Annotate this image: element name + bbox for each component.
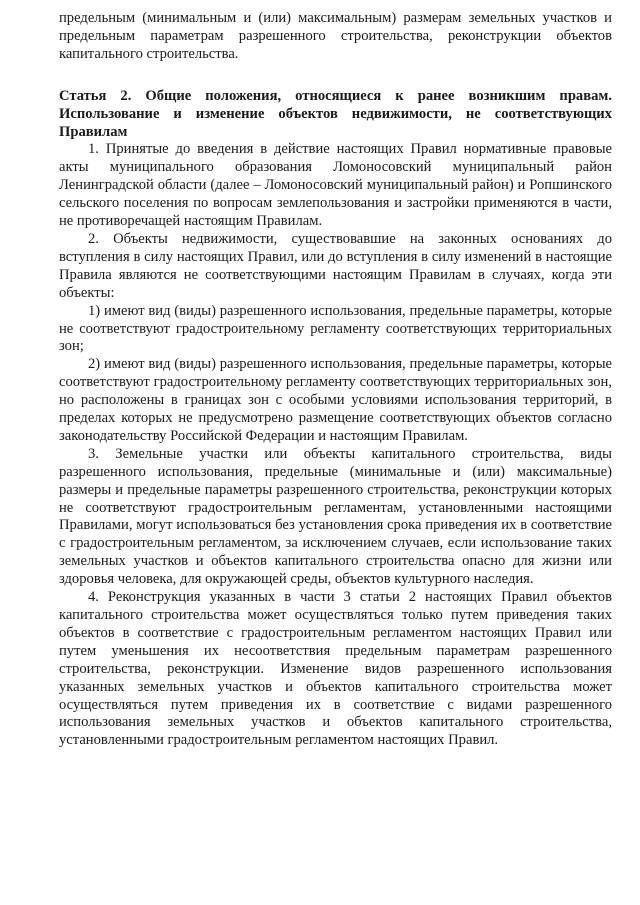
paragraph-1: 1. Принятые до введения в действие настоящих Правил нормативные правовые акты муниципального образования Ломоносовский муниципальный район Ленинградской области (далее – Ломоносовский муниципальный район) и Ропшинского сельского поселения по вопросам землепользования и застройки применяются в части, не противоречащей настоящим Правилам. — [59, 141, 612, 230]
paragraph-4: 4. Реконструкция указанных в части 3 статьи 2 настоящих Правил объектов капитального строительства может осуществляться только путем приведения таких объектов в соответствие с градостроительным регламентом настоящих Правил или путем уменьшения их несоответствия предельным параметрам разрешенного строительства, реконструкции. Изменение видов разрешенного использования указанных земельных участков и объектов капитального строительства может осуществляться путем приведения их в соответствие с видами разрешенного использования земельных участков и объектов капитального строительства, установленными градостроительным регламентом настоящих Правил. — [59, 589, 612, 749]
paragraph-2: 2. Объекты недвижимости, существовавшие на законных основаниях до вступления в силу настоящих Правил, или до вступления в силу изменений в настоящие Правила являются не соответствующими настоящим Правилам в случаях, когда эти объекты: — [59, 230, 612, 301]
paragraph-2-item-2: 2) имеют вид (виды) разрешенного использования, предельные параметры, которые соответствуют градостроительному регламенту соответствующих территориальных зон, но расположены в границах зон с особыми условиями использования территорий, в пределах которых не предусмотрено размещение соответствующих объектов согласно законодательству Российской Федерации и настоящим Правилам. — [59, 356, 612, 444]
document-page — [59, 10, 612, 750]
paragraph-2-item-1: 1) имеют вид (виды) разрешенного использования, предельные параметры, которые не соответствуют градостроительному регламенту соответствующих территориальных зон; — [59, 302, 612, 355]
article-heading: Статья 2. Общие положения, относящиеся к ранее возникшим правам. Использование и изменение объектов недвижимости, не соответствующих Правилам — [59, 87, 612, 140]
paragraph-3: 3. Земельные участки или объекты капитального строительства, виды разрешенного использования, предельные (минимальные и (или) максимальные) размеры и предельные параметры разрешенного строительства, реконструкции которых не соответствуют градостроительным регламентам, установленными настоящими Правилами, могут использоваться без установления срока приведения их в соответствие с градостроительным регламентом, за исключением случаев, если использование таких земельных участков и объектов капитального строительства опасно для жизни или здоровья человека, для окружающей среды, объектов культурного наследия. — [59, 445, 612, 588]
intro-paragraph: предельным (минимальным и (или) максимальным) размерам земельных участков и предельным параметрам разрешенного строительства, реконструкции объектов капитального строительства. — [59, 10, 612, 62]
